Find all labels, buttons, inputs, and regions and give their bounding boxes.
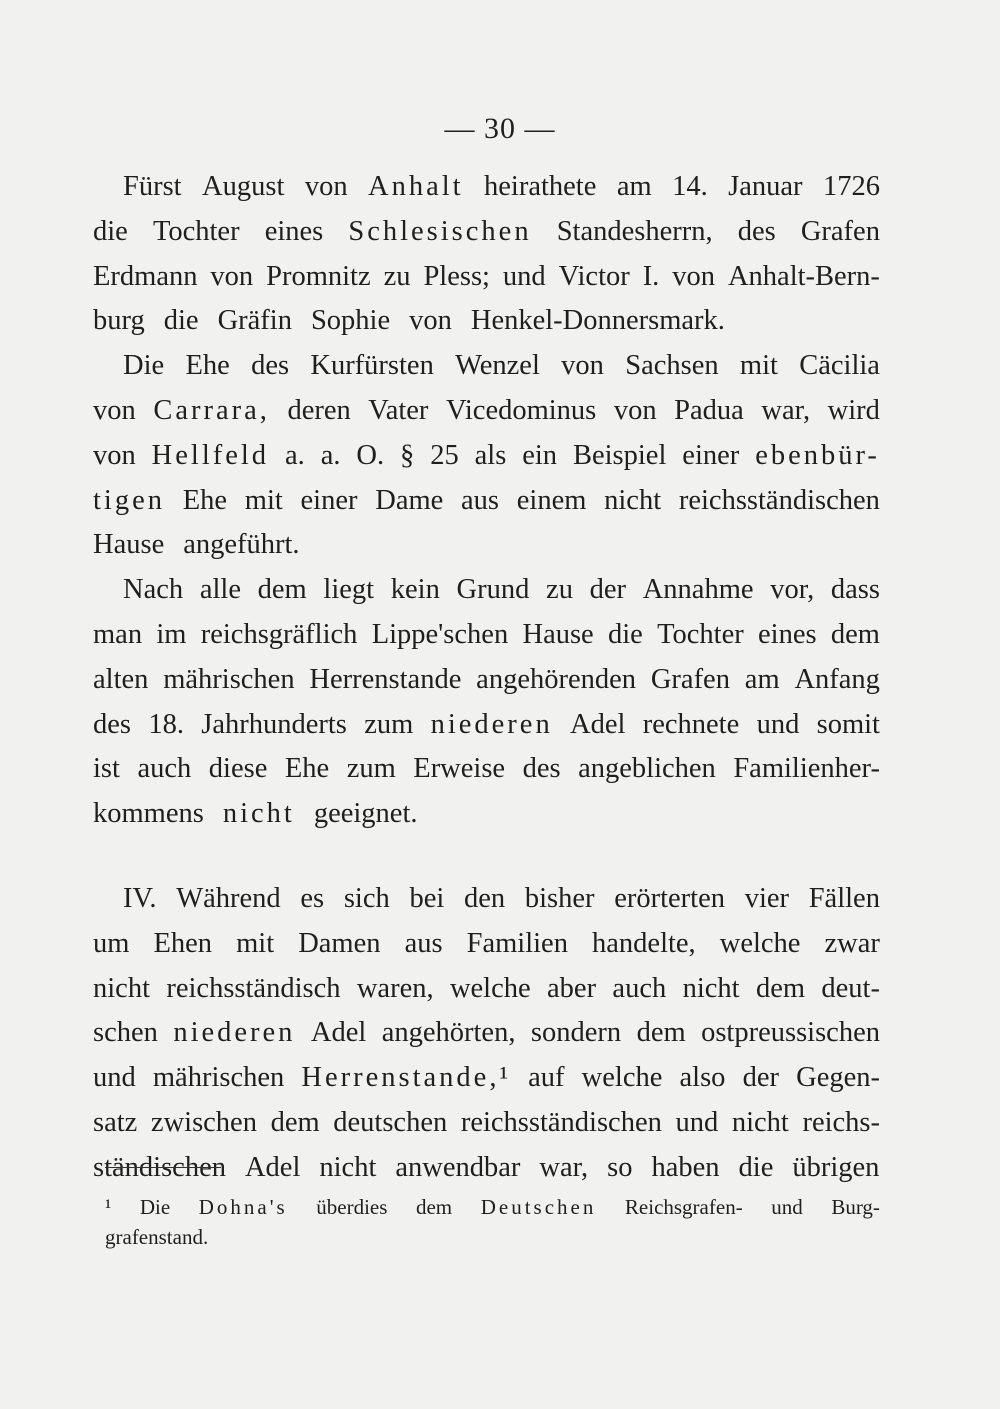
word: alle — [199, 574, 241, 606]
word: Adel — [244, 1151, 301, 1183]
word: reichsständisch — [166, 972, 341, 1004]
section-gap — [93, 837, 880, 877]
word: Anhalt-Bern- — [727, 260, 880, 292]
word: nicht — [319, 1151, 377, 1183]
word: des — [93, 708, 131, 740]
word: dass — [830, 574, 880, 606]
word: Herrenstande,¹ — [301, 1062, 511, 1094]
word: welche — [449, 972, 531, 1004]
word: IV. — [123, 882, 157, 914]
word: Damen — [298, 927, 381, 959]
word: zum — [364, 708, 414, 740]
word: mit — [236, 927, 275, 959]
text-line — [93, 434, 880, 479]
word: mährischen — [163, 663, 295, 695]
word: dem — [270, 1106, 320, 1138]
word: I. — [642, 260, 660, 292]
word: Nach — [123, 574, 184, 606]
word: Die — [139, 1195, 171, 1219]
word: burg — [93, 305, 145, 337]
word: bei — [409, 882, 445, 914]
word: Tochter — [657, 618, 744, 650]
word: satz — [93, 1106, 138, 1138]
word: es — [300, 882, 325, 914]
word: Erdmann — [93, 260, 198, 292]
word: aber — [547, 972, 597, 1004]
word: den — [464, 882, 506, 914]
word: dem — [755, 972, 806, 1004]
word: ostpreussischen — [701, 1017, 880, 1049]
word: angeblichen — [578, 753, 716, 785]
word: 18. — [148, 708, 184, 740]
word: überdies — [316, 1195, 388, 1219]
word: angehörenden — [476, 663, 637, 695]
word: und — [93, 1062, 136, 1094]
word: übrigen — [792, 1151, 880, 1183]
word: von — [304, 171, 348, 202]
word: Kurfürsten — [310, 350, 434, 382]
word: Erweise — [413, 753, 506, 785]
word: Während — [176, 882, 281, 914]
word: Die — [123, 350, 165, 382]
word: Adel — [570, 708, 626, 740]
word: auch — [612, 972, 667, 1004]
word: eines — [758, 618, 817, 650]
word: sich — [343, 882, 390, 914]
word: der — [589, 574, 627, 606]
word: von — [93, 394, 136, 426]
word: auf — [528, 1062, 565, 1094]
word: Burg- — [831, 1195, 880, 1219]
word: Standesherrn, — [556, 215, 713, 247]
word: aus — [461, 484, 500, 516]
word: mit — [739, 350, 778, 382]
word: nicht — [731, 1106, 789, 1138]
word: von — [210, 260, 254, 292]
word: Ehen — [153, 927, 213, 959]
text-line — [93, 613, 880, 658]
footnote-rule — [105, 1167, 221, 1168]
word: und — [771, 1195, 803, 1219]
text-line — [93, 210, 880, 255]
word: rechnete — [642, 708, 740, 740]
word: Tochter — [152, 215, 240, 247]
word: die — [163, 305, 199, 337]
word: Promnitz — [266, 260, 371, 292]
word: angehörten, — [381, 1017, 516, 1049]
word: Cäcilia — [799, 350, 880, 382]
text-line — [93, 255, 880, 300]
text-line — [93, 1146, 880, 1191]
word: Vater — [368, 394, 429, 426]
word: kommens — [93, 798, 204, 830]
text-line — [93, 1011, 880, 1056]
word: Victor — [558, 260, 630, 292]
text-line — [93, 344, 880, 389]
word: Padua — [674, 394, 744, 426]
word: war, — [761, 394, 811, 426]
word: heirathete — [484, 171, 597, 202]
text-line — [93, 703, 880, 748]
word: die — [608, 618, 643, 650]
word: mährischen — [152, 1062, 285, 1094]
text-line — [93, 1101, 880, 1146]
word: nicht — [93, 972, 150, 1004]
word: im — [156, 618, 187, 650]
word: ein — [522, 439, 558, 471]
paragraph-2 — [93, 344, 880, 568]
word: 1726 — [822, 171, 880, 202]
word: wird — [827, 394, 880, 426]
word: Dohna's — [198, 1195, 288, 1219]
word: schen — [93, 1017, 158, 1049]
word: somit — [816, 708, 880, 740]
word: Herrenstande — [309, 663, 462, 695]
word: dem — [415, 1195, 453, 1219]
word: Reichsgrafen- — [624, 1195, 743, 1219]
word: Anfang — [794, 663, 880, 695]
word: und — [502, 260, 546, 292]
word: nicht — [604, 484, 662, 516]
word: O. — [356, 439, 385, 471]
text-line — [93, 165, 880, 210]
word: kein — [390, 574, 440, 606]
text-line — [93, 1056, 880, 1101]
word: vor, — [770, 574, 815, 606]
word: deutschen — [333, 1106, 448, 1138]
paragraph-1 — [93, 165, 880, 344]
word: Ehe — [284, 753, 330, 785]
text-line — [93, 922, 880, 967]
word: reichsständischen — [678, 484, 880, 516]
word: als — [474, 439, 507, 471]
word: also — [679, 1062, 726, 1094]
word: welche — [719, 927, 801, 959]
word: geeignet. — [313, 798, 418, 830]
word: Ehe — [185, 350, 230, 382]
word: dem — [830, 618, 880, 650]
word: vier — [744, 882, 789, 914]
text-line — [93, 792, 880, 837]
word: des — [522, 753, 561, 785]
word: der — [742, 1062, 779, 1094]
word: aus — [404, 927, 443, 959]
text-line — [105, 1192, 880, 1222]
word: Lippe'schen — [371, 618, 509, 650]
text-line — [93, 568, 880, 613]
word: von — [561, 350, 604, 382]
word: deut- — [821, 972, 880, 1004]
word: auch — [137, 753, 192, 785]
word: dem — [636, 1017, 686, 1049]
word: zu — [546, 574, 573, 606]
word: nicht — [222, 798, 295, 830]
word: Carrara, — [153, 394, 270, 426]
word: erörterten — [614, 882, 725, 914]
word: reichsgräflich — [200, 618, 358, 650]
word: Hause — [522, 618, 594, 650]
word: Grafen — [800, 215, 880, 247]
word: Gräfin — [217, 305, 292, 337]
text-line — [93, 299, 880, 344]
word: deren — [287, 394, 351, 426]
text-line — [93, 658, 880, 703]
word: niederen — [173, 1017, 296, 1049]
word: mit — [244, 484, 283, 516]
text-line — [93, 967, 880, 1012]
word: grafenstand. — [105, 1225, 209, 1249]
word: einer — [300, 484, 358, 516]
word: 25 — [430, 439, 459, 471]
word: Grund — [456, 574, 530, 606]
word: um — [93, 927, 130, 959]
text-line — [93, 877, 880, 922]
word: von — [93, 439, 136, 471]
word: diese — [208, 753, 268, 785]
word: welche — [581, 1062, 663, 1094]
word: des — [737, 215, 776, 247]
word: ¹ — [105, 1195, 112, 1219]
word: Dame — [375, 484, 444, 516]
word: Jahrhunderts — [201, 708, 347, 740]
word: von — [672, 260, 716, 292]
word: 14. — [672, 171, 708, 202]
word: § — [400, 439, 415, 471]
word: anwendbar — [395, 1151, 521, 1183]
word: Grafen — [650, 663, 730, 695]
word: ständischen — [93, 1151, 226, 1183]
word: Vicedominus — [446, 394, 597, 426]
word: reichsständischen — [460, 1106, 662, 1138]
word: Beispiel — [572, 439, 667, 471]
word: Pless; — [423, 260, 490, 292]
word: Januar — [728, 171, 803, 202]
word: und — [675, 1106, 719, 1138]
word: so — [607, 1151, 633, 1183]
word: eines — [264, 215, 324, 247]
body-text — [93, 165, 880, 1191]
word: angeführt. — [183, 529, 300, 561]
text-line — [93, 523, 880, 568]
word: tigen — [93, 484, 165, 516]
word: niederen — [430, 708, 553, 740]
word: war, — [539, 1151, 589, 1183]
word: liegt — [323, 574, 375, 606]
word: ebenbür- — [755, 439, 880, 471]
word: August — [202, 171, 285, 202]
word: handelte, — [592, 927, 696, 959]
text-line — [105, 1222, 880, 1252]
word: am — [616, 171, 652, 202]
word: sondern — [530, 1017, 622, 1049]
word: am — [744, 663, 780, 695]
word: Hause — [93, 529, 165, 561]
word: zu — [383, 260, 411, 292]
text-line — [93, 747, 880, 792]
word: und — [756, 708, 800, 740]
word: Wenzel — [455, 350, 540, 382]
word: Deutschen — [480, 1195, 597, 1219]
word: von — [613, 394, 657, 426]
word: alten — [93, 663, 149, 695]
word: von — [409, 305, 452, 337]
word: a. — [320, 439, 341, 471]
word: Gegen- — [796, 1062, 880, 1094]
page-number: — 30 — — [444, 112, 556, 145]
word: dem — [257, 574, 307, 606]
word: Hellfeld — [151, 439, 270, 471]
word: zum — [346, 753, 396, 785]
word: nicht — [682, 972, 740, 1004]
word: ist — [93, 753, 120, 785]
word: waren, — [356, 972, 434, 1004]
word: zwar — [824, 927, 880, 959]
word: die — [93, 215, 128, 247]
word: Sachsen — [625, 350, 719, 382]
text-line — [93, 389, 880, 434]
word: Schlesischen — [348, 215, 532, 247]
word: bisher — [524, 882, 595, 914]
word: einem — [516, 484, 587, 516]
word: haben — [651, 1151, 720, 1183]
word: die — [738, 1151, 774, 1183]
word: reichs- — [802, 1106, 880, 1138]
word: Familienher- — [733, 753, 880, 785]
word: Anhalt — [368, 171, 464, 202]
text-line — [93, 479, 880, 524]
word: zwischen — [150, 1106, 257, 1138]
word: Sophie — [310, 305, 391, 337]
word: Adel — [310, 1017, 367, 1049]
word: a. — [284, 439, 305, 471]
paragraph-3 — [93, 568, 880, 837]
word: man — [93, 618, 143, 650]
word: Henkel-Donnersmark. — [470, 305, 725, 337]
paragraph-4 — [93, 877, 880, 1191]
footnote — [105, 1192, 880, 1252]
word: Fällen — [808, 882, 880, 914]
word: des — [251, 350, 290, 382]
word: Annahme — [642, 574, 754, 606]
word: Familien — [466, 927, 568, 959]
word: einer — [682, 439, 740, 471]
word: Ehe — [182, 484, 228, 516]
word: Fürst — [123, 171, 182, 202]
